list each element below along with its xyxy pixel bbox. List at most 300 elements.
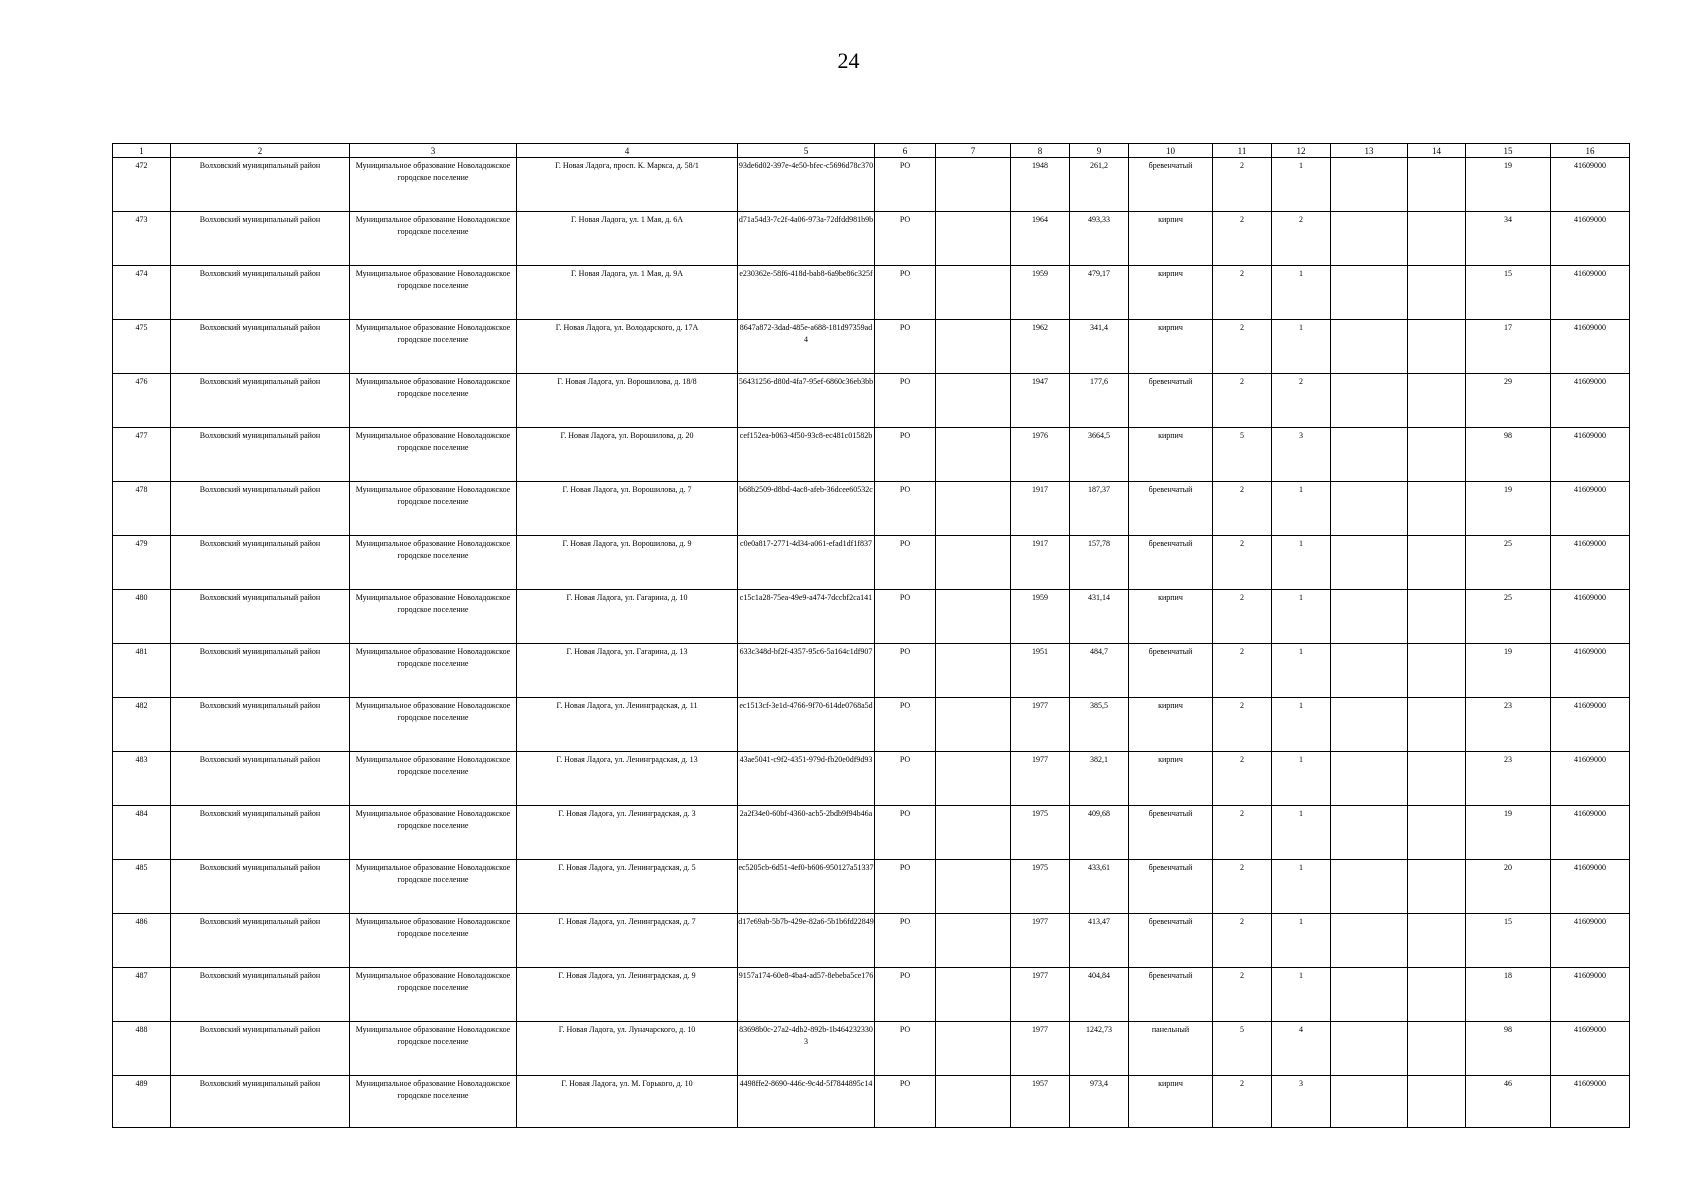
cell-house-guid: d71a54d3-7c2f-4a06-973a-72dfdd981b9b xyxy=(738,212,875,266)
cell-col-7 xyxy=(936,698,1011,752)
cell-year-built: 1964 xyxy=(1011,212,1070,266)
cell-col-14 xyxy=(1408,590,1466,644)
cell-wall-material: кирпич xyxy=(1129,698,1213,752)
cell-row-number: 485 xyxy=(113,860,171,914)
cell-col-13 xyxy=(1331,860,1408,914)
column-header-15: 15 xyxy=(1466,144,1551,158)
cell-district: Волховский муниципальный район xyxy=(171,428,350,482)
cell-col-7 xyxy=(936,266,1011,320)
cell-house-guid: 43ae5041-c9f2-4351-979d-fb20e0df9d93 xyxy=(738,752,875,806)
cell-col-7 xyxy=(936,320,1011,374)
column-header-16: 16 xyxy=(1551,144,1630,158)
table-row xyxy=(113,320,1630,374)
cell-municipality: Муниципальное образование Новоладожское городское поселение xyxy=(350,482,517,536)
cell-municipality: Муниципальное образование Новоладожское городское поселение xyxy=(350,374,517,428)
cell-house-guid: 4498ffe2-8690-446c-9c4d-5f7844895c14 xyxy=(738,1076,875,1128)
cell-floors: 2 xyxy=(1213,752,1272,806)
cell-oktmo-code: 41609000 xyxy=(1551,698,1630,752)
cell-floors: 2 xyxy=(1213,158,1272,212)
cell-residents: 34 xyxy=(1466,212,1551,266)
cell-municipality: Муниципальное образование Новоладожское городское поселение xyxy=(350,266,517,320)
cell-col-7 xyxy=(936,428,1011,482)
cell-entrances: 1 xyxy=(1272,752,1331,806)
cell-house-guid: 2a2f34e0-60bf-4360-acb5-2bdb9f94b46a xyxy=(738,806,875,860)
cell-col-7 xyxy=(936,374,1011,428)
cell-district: Волховский муниципальный район xyxy=(171,698,350,752)
cell-address: Г. Новая Ладога, ул. 1 Мая, д. 6А xyxy=(517,212,738,266)
cell-municipality: Муниципальное образование Новоладожское городское поселение xyxy=(350,536,517,590)
cell-year-built: 1976 xyxy=(1011,428,1070,482)
cell-management-type: РО xyxy=(875,320,936,374)
cell-col-14 xyxy=(1408,968,1466,1022)
cell-management-type: РО xyxy=(875,1076,936,1128)
cell-floors: 5 xyxy=(1213,1022,1272,1076)
cell-row-number: 484 xyxy=(113,806,171,860)
cell-municipality: Муниципальное образование Новоладожское городское поселение xyxy=(350,644,517,698)
cell-house-guid: cef152ea-b063-4f50-93c8-ec481c01582b xyxy=(738,428,875,482)
table-row xyxy=(113,266,1630,320)
table-row xyxy=(113,374,1630,428)
column-header-1: 1 xyxy=(113,144,171,158)
cell-area: 157,78 xyxy=(1070,536,1129,590)
cell-district: Волховский муниципальный район xyxy=(171,266,350,320)
cell-residents: 19 xyxy=(1466,644,1551,698)
cell-residents: 17 xyxy=(1466,320,1551,374)
cell-year-built: 1977 xyxy=(1011,968,1070,1022)
cell-col-13 xyxy=(1331,158,1408,212)
cell-row-number: 480 xyxy=(113,590,171,644)
cell-wall-material: бревенчатый xyxy=(1129,374,1213,428)
cell-year-built: 1959 xyxy=(1011,266,1070,320)
cell-district: Волховский муниципальный район xyxy=(171,374,350,428)
cell-management-type: РО xyxy=(875,212,936,266)
cell-management-type: РО xyxy=(875,860,936,914)
cell-management-type: РО xyxy=(875,266,936,320)
cell-entrances: 3 xyxy=(1272,428,1331,482)
cell-wall-material: бревенчатый xyxy=(1129,860,1213,914)
table-row xyxy=(113,914,1630,968)
cell-col-14 xyxy=(1408,806,1466,860)
cell-house-guid: 93de6d02-397e-4e50-bfec-c5696d78c370 xyxy=(738,158,875,212)
cell-wall-material: бревенчатый xyxy=(1129,644,1213,698)
cell-residents: 18 xyxy=(1466,968,1551,1022)
cell-floors: 2 xyxy=(1213,644,1272,698)
cell-col-7 xyxy=(936,1022,1011,1076)
cell-municipality: Муниципальное образование Новоладожское городское поселение xyxy=(350,752,517,806)
cell-oktmo-code: 41609000 xyxy=(1551,968,1630,1022)
cell-row-number: 483 xyxy=(113,752,171,806)
table-row xyxy=(113,644,1630,698)
cell-district: Волховский муниципальный район xyxy=(171,752,350,806)
cell-row-number: 475 xyxy=(113,320,171,374)
cell-year-built: 1962 xyxy=(1011,320,1070,374)
page-number: 24 xyxy=(837,48,860,73)
cell-col-13 xyxy=(1331,752,1408,806)
cell-col-7 xyxy=(936,644,1011,698)
table-row xyxy=(113,158,1630,212)
cell-address: Г. Новая Ладога, ул. Ленинградская, д. 9 xyxy=(517,968,738,1022)
cell-area: 187,37 xyxy=(1070,482,1129,536)
cell-floors: 2 xyxy=(1213,320,1272,374)
cell-entrances: 1 xyxy=(1272,860,1331,914)
cell-col-13 xyxy=(1331,536,1408,590)
cell-row-number: 476 xyxy=(113,374,171,428)
table-row xyxy=(113,482,1630,536)
cell-entrances: 1 xyxy=(1272,320,1331,374)
cell-row-number: 474 xyxy=(113,266,171,320)
cell-residents: 98 xyxy=(1466,428,1551,482)
cell-management-type: РО xyxy=(875,428,936,482)
cell-district: Волховский муниципальный район xyxy=(171,212,350,266)
cell-house-guid: 83698b0c-27a2-4db2-892b-1b4642323303 xyxy=(738,1022,875,1076)
cell-floors: 2 xyxy=(1213,806,1272,860)
cell-entrances: 1 xyxy=(1272,806,1331,860)
cell-management-type: РО xyxy=(875,644,936,698)
cell-management-type: РО xyxy=(875,914,936,968)
table-row xyxy=(113,1022,1630,1076)
cell-year-built: 1975 xyxy=(1011,860,1070,914)
cell-col-13 xyxy=(1331,1022,1408,1076)
cell-oktmo-code: 41609000 xyxy=(1551,158,1630,212)
cell-col-14 xyxy=(1408,374,1466,428)
cell-oktmo-code: 41609000 xyxy=(1551,860,1630,914)
cell-col-13 xyxy=(1331,266,1408,320)
table-row xyxy=(113,212,1630,266)
cell-district: Волховский муниципальный район xyxy=(171,536,350,590)
cell-municipality: Муниципальное образование Новоладожское городское поселение xyxy=(350,428,517,482)
cell-col-14 xyxy=(1408,644,1466,698)
cell-floors: 2 xyxy=(1213,536,1272,590)
cell-col-14 xyxy=(1408,428,1466,482)
cell-district: Волховский муниципальный район xyxy=(171,968,350,1022)
cell-entrances: 1 xyxy=(1272,644,1331,698)
cell-wall-material: бревенчатый xyxy=(1129,536,1213,590)
cell-entrances: 1 xyxy=(1272,914,1331,968)
cell-district: Волховский муниципальный район xyxy=(171,1076,350,1128)
cell-address: Г. Новая Ладога, ул. Ворошилова, д. 9 xyxy=(517,536,738,590)
column-header-4: 4 xyxy=(517,144,738,158)
cell-management-type: РО xyxy=(875,968,936,1022)
cell-district: Волховский муниципальный район xyxy=(171,806,350,860)
cell-address: Г. Новая Ладога, ул. Гагарина, д. 13 xyxy=(517,644,738,698)
cell-floors: 2 xyxy=(1213,212,1272,266)
cell-col-7 xyxy=(936,536,1011,590)
cell-residents: 25 xyxy=(1466,590,1551,644)
cell-house-guid: ec5205cb-6d51-4ef0-b606-950127a51337 xyxy=(738,860,875,914)
cell-entrances: 1 xyxy=(1272,698,1331,752)
cell-district: Волховский муниципальный район xyxy=(171,644,350,698)
cell-house-guid: c15c1a28-75ea-49e9-a474-7dccbf2ca141 xyxy=(738,590,875,644)
cell-col-13 xyxy=(1331,698,1408,752)
column-header-11: 11 xyxy=(1213,144,1272,158)
cell-col-14 xyxy=(1408,752,1466,806)
cell-area: 431,14 xyxy=(1070,590,1129,644)
cell-management-type: РО xyxy=(875,806,936,860)
cell-address: Г. Новая Ладога, ул. Ленинградская, д. 13 xyxy=(517,752,738,806)
cell-year-built: 1977 xyxy=(1011,914,1070,968)
cell-municipality: Муниципальное образование Новоладожское городское поселение xyxy=(350,860,517,914)
cell-oktmo-code: 41609000 xyxy=(1551,1076,1630,1128)
cell-residents: 15 xyxy=(1466,914,1551,968)
cell-management-type: РО xyxy=(875,374,936,428)
cell-floors: 2 xyxy=(1213,590,1272,644)
cell-area: 3664,5 xyxy=(1070,428,1129,482)
cell-address: Г. Новая Ладога, ул. Ленинградская, д. 11 xyxy=(517,698,738,752)
cell-col-7 xyxy=(936,752,1011,806)
cell-oktmo-code: 41609000 xyxy=(1551,1022,1630,1076)
cell-entrances: 2 xyxy=(1272,212,1331,266)
cell-address: Г. Новая Ладога, ул. Гагарина, д. 10 xyxy=(517,590,738,644)
cell-house-guid: ec1513cf-3e1d-4766-9f70-614de0768a5d xyxy=(738,698,875,752)
column-header-14: 14 xyxy=(1408,144,1466,158)
cell-area: 493,33 xyxy=(1070,212,1129,266)
cell-oktmo-code: 41609000 xyxy=(1551,320,1630,374)
cell-entrances: 1 xyxy=(1272,590,1331,644)
cell-year-built: 1951 xyxy=(1011,644,1070,698)
cell-house-guid: d17e69ab-5b7b-429e-82a6-5b1b6fd22849 xyxy=(738,914,875,968)
cell-floors: 2 xyxy=(1213,374,1272,428)
cell-area: 382,1 xyxy=(1070,752,1129,806)
cell-address: Г. Новая Ладога, ул. Ворошилова, д. 18/8 xyxy=(517,374,738,428)
cell-municipality: Муниципальное образование Новоладожское городское поселение xyxy=(350,1022,517,1076)
cell-floors: 2 xyxy=(1213,1076,1272,1128)
cell-oktmo-code: 41609000 xyxy=(1551,536,1630,590)
cell-entrances: 4 xyxy=(1272,1022,1331,1076)
cell-col-7 xyxy=(936,1076,1011,1128)
cell-residents: 20 xyxy=(1466,860,1551,914)
cell-wall-material: кирпич xyxy=(1129,320,1213,374)
cell-residents: 19 xyxy=(1466,806,1551,860)
cell-municipality: Муниципальное образование Новоладожское городское поселение xyxy=(350,968,517,1022)
cell-district: Волховский муниципальный район xyxy=(171,1022,350,1076)
cell-row-number: 478 xyxy=(113,482,171,536)
cell-year-built: 1977 xyxy=(1011,1022,1070,1076)
table-row xyxy=(113,1076,1630,1128)
cell-wall-material: панельный xyxy=(1129,1022,1213,1076)
cell-management-type: РО xyxy=(875,590,936,644)
cell-house-guid: 8647a872-3dad-485e-a688-181d97359ad4 xyxy=(738,320,875,374)
column-header-7: 7 xyxy=(936,144,1011,158)
cell-year-built: 1959 xyxy=(1011,590,1070,644)
cell-entrances: 1 xyxy=(1272,968,1331,1022)
cell-address: Г. Новая Ладога, ул. Ленинградская, д. 5 xyxy=(517,860,738,914)
cell-district: Волховский муниципальный район xyxy=(171,590,350,644)
cell-wall-material: бревенчатый xyxy=(1129,806,1213,860)
cell-address: Г. Новая Ладога, ул. Володарского, д. 17А xyxy=(517,320,738,374)
cell-district: Волховский муниципальный район xyxy=(171,914,350,968)
cell-year-built: 1917 xyxy=(1011,482,1070,536)
cell-col-7 xyxy=(936,482,1011,536)
column-header-9: 9 xyxy=(1070,144,1129,158)
cell-residents: 29 xyxy=(1466,374,1551,428)
cell-col-13 xyxy=(1331,644,1408,698)
cell-wall-material: бревенчатый xyxy=(1129,158,1213,212)
cell-address: Г. Новая Ладога, ул. Ворошилова, д. 20 xyxy=(517,428,738,482)
cell-residents: 98 xyxy=(1466,1022,1551,1076)
cell-municipality: Муниципальное образование Новоладожское городское поселение xyxy=(350,698,517,752)
cell-municipality: Муниципальное образование Новоладожское городское поселение xyxy=(350,158,517,212)
cell-wall-material: бревенчатый xyxy=(1129,914,1213,968)
cell-row-number: 481 xyxy=(113,644,171,698)
column-header-10: 10 xyxy=(1129,144,1213,158)
column-header-2: 2 xyxy=(171,144,350,158)
cell-floors: 2 xyxy=(1213,860,1272,914)
cell-oktmo-code: 41609000 xyxy=(1551,590,1630,644)
cell-oktmo-code: 41609000 xyxy=(1551,644,1630,698)
cell-col-14 xyxy=(1408,698,1466,752)
cell-year-built: 1977 xyxy=(1011,698,1070,752)
cell-municipality: Муниципальное образование Новоладожское городское поселение xyxy=(350,212,517,266)
cell-wall-material: кирпич xyxy=(1129,752,1213,806)
cell-wall-material: бревенчатый xyxy=(1129,968,1213,1022)
cell-address: Г. Новая Ладога, ул. Ленинградская, д. 7 xyxy=(517,914,738,968)
cell-col-7 xyxy=(936,968,1011,1022)
column-header-12: 12 xyxy=(1272,144,1331,158)
cell-management-type: РО xyxy=(875,752,936,806)
cell-area: 484,7 xyxy=(1070,644,1129,698)
cell-col-13 xyxy=(1331,806,1408,860)
cell-house-guid: 56431256-d80d-4fa7-95ef-6860c36eb3bb xyxy=(738,374,875,428)
cell-management-type: РО xyxy=(875,536,936,590)
cell-municipality: Муниципальное образование Новоладожское городское поселение xyxy=(350,806,517,860)
cell-wall-material: бревенчатый xyxy=(1129,482,1213,536)
cell-row-number: 472 xyxy=(113,158,171,212)
cell-col-14 xyxy=(1408,536,1466,590)
cell-wall-material: кирпич xyxy=(1129,428,1213,482)
cell-row-number: 479 xyxy=(113,536,171,590)
cell-col-14 xyxy=(1408,320,1466,374)
cell-area: 413,47 xyxy=(1070,914,1129,968)
table-row xyxy=(113,968,1630,1022)
housing-registry-table xyxy=(112,143,1630,1128)
cell-row-number: 486 xyxy=(113,914,171,968)
cell-col-13 xyxy=(1331,212,1408,266)
cell-residents: 15 xyxy=(1466,266,1551,320)
cell-col-13 xyxy=(1331,320,1408,374)
cell-col-14 xyxy=(1408,212,1466,266)
cell-year-built: 1948 xyxy=(1011,158,1070,212)
cell-oktmo-code: 41609000 xyxy=(1551,482,1630,536)
cell-house-guid: e230362e-58f6-418d-bab8-6a9be86c325f xyxy=(738,266,875,320)
cell-municipality: Муниципальное образование Новоладожское городское поселение xyxy=(350,914,517,968)
cell-col-13 xyxy=(1331,914,1408,968)
table-body xyxy=(113,158,1630,1128)
cell-area: 177,6 xyxy=(1070,374,1129,428)
cell-col-7 xyxy=(936,806,1011,860)
cell-wall-material: кирпич xyxy=(1129,590,1213,644)
table-header xyxy=(113,144,1630,158)
cell-floors: 2 xyxy=(1213,698,1272,752)
cell-oktmo-code: 41609000 xyxy=(1551,212,1630,266)
cell-wall-material: кирпич xyxy=(1129,266,1213,320)
cell-col-14 xyxy=(1408,860,1466,914)
cell-oktmo-code: 41609000 xyxy=(1551,752,1630,806)
table-row xyxy=(113,536,1630,590)
cell-residents: 19 xyxy=(1466,158,1551,212)
cell-residents: 23 xyxy=(1466,752,1551,806)
column-header-13: 13 xyxy=(1331,144,1408,158)
cell-area: 973,4 xyxy=(1070,1076,1129,1128)
cell-col-13 xyxy=(1331,590,1408,644)
table-row xyxy=(113,860,1630,914)
table-row xyxy=(113,698,1630,752)
cell-year-built: 1947 xyxy=(1011,374,1070,428)
cell-col-7 xyxy=(936,860,1011,914)
cell-house-guid: 633c348d-bf2f-4357-95c6-5a164c1df907 xyxy=(738,644,875,698)
cell-area: 479,17 xyxy=(1070,266,1129,320)
cell-entrances: 1 xyxy=(1272,482,1331,536)
cell-wall-material: кирпич xyxy=(1129,1076,1213,1128)
cell-col-14 xyxy=(1408,158,1466,212)
cell-entrances: 1 xyxy=(1272,266,1331,320)
cell-house-guid: 9157a174-60e8-4ba4-ad57-8ebeba5ce176 xyxy=(738,968,875,1022)
cell-col-14 xyxy=(1408,1076,1466,1128)
cell-floors: 2 xyxy=(1213,914,1272,968)
cell-municipality: Муниципальное образование Новоладожское городское поселение xyxy=(350,320,517,374)
cell-entrances: 1 xyxy=(1272,536,1331,590)
cell-floors: 5 xyxy=(1213,428,1272,482)
cell-floors: 2 xyxy=(1213,266,1272,320)
cell-entrances: 1 xyxy=(1272,158,1331,212)
cell-row-number: 489 xyxy=(113,1076,171,1128)
column-header-5: 5 xyxy=(738,144,875,158)
cell-col-13 xyxy=(1331,1076,1408,1128)
cell-area: 1242,73 xyxy=(1070,1022,1129,1076)
cell-col-14 xyxy=(1408,914,1466,968)
cell-area: 433,61 xyxy=(1070,860,1129,914)
cell-year-built: 1917 xyxy=(1011,536,1070,590)
cell-address: Г. Новая Ладога, ул. Луначарского, д. 10 xyxy=(517,1022,738,1076)
cell-oktmo-code: 41609000 xyxy=(1551,374,1630,428)
cell-row-number: 482 xyxy=(113,698,171,752)
cell-floors: 2 xyxy=(1213,968,1272,1022)
cell-oktmo-code: 41609000 xyxy=(1551,266,1630,320)
column-header-6: 6 xyxy=(875,144,936,158)
cell-col-14 xyxy=(1408,482,1466,536)
cell-municipality: Муниципальное образование Новоладожское городское поселение xyxy=(350,1076,517,1128)
cell-floors: 2 xyxy=(1213,482,1272,536)
cell-col-13 xyxy=(1331,482,1408,536)
cell-management-type: РО xyxy=(875,698,936,752)
column-header-8: 8 xyxy=(1011,144,1070,158)
cell-col-13 xyxy=(1331,428,1408,482)
cell-year-built: 1977 xyxy=(1011,752,1070,806)
cell-address: Г. Новая Ладога, ул. М. Горького, д. 10 xyxy=(517,1076,738,1128)
cell-residents: 25 xyxy=(1466,536,1551,590)
cell-area: 341,4 xyxy=(1070,320,1129,374)
cell-address: Г. Новая Ладога, ул. 1 Мая, д. 9А xyxy=(517,266,738,320)
cell-house-guid: c0e0a817-2771-4d34-a061-efad1df1f837 xyxy=(738,536,875,590)
header-row xyxy=(113,144,1630,158)
cell-col-13 xyxy=(1331,374,1408,428)
cell-entrances: 3 xyxy=(1272,1076,1331,1128)
cell-area: 404,84 xyxy=(1070,968,1129,1022)
cell-col-7 xyxy=(936,590,1011,644)
cell-year-built: 1957 xyxy=(1011,1076,1070,1128)
table-row xyxy=(113,806,1630,860)
cell-row-number: 473 xyxy=(113,212,171,266)
cell-row-number: 488 xyxy=(113,1022,171,1076)
cell-oktmo-code: 41609000 xyxy=(1551,806,1630,860)
cell-district: Волховский муниципальный район xyxy=(171,320,350,374)
table-row xyxy=(113,428,1630,482)
cell-row-number: 477 xyxy=(113,428,171,482)
cell-col-7 xyxy=(936,914,1011,968)
cell-residents: 23 xyxy=(1466,698,1551,752)
cell-area: 409,68 xyxy=(1070,806,1129,860)
cell-col-13 xyxy=(1331,968,1408,1022)
cell-district: Волховский муниципальный район xyxy=(171,158,350,212)
